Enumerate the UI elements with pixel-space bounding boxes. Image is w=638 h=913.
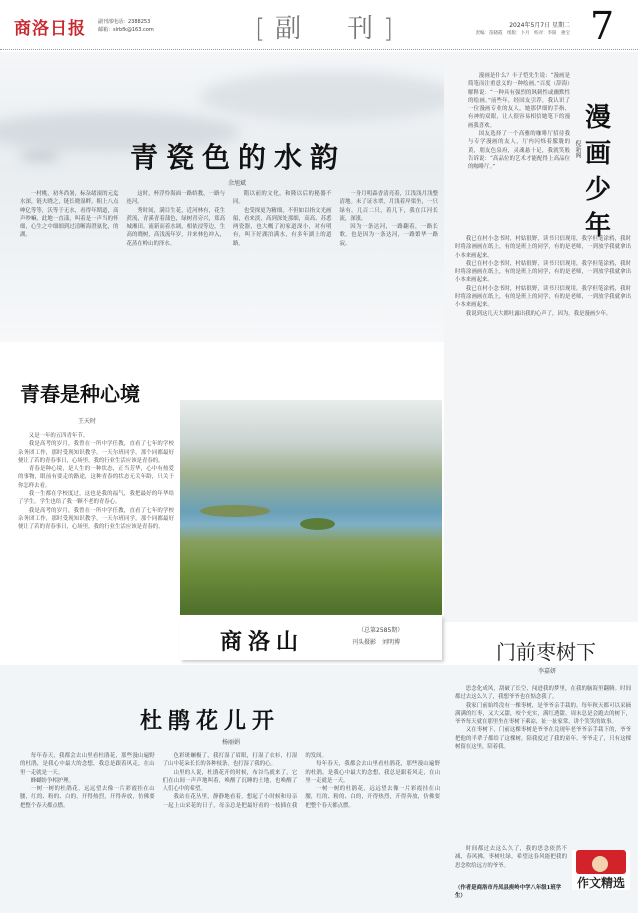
article-body: 思念化成风，刮破了长空，闯进我的梦里，在我的脑海里翻腾。时间都过去这么久了，我想爷爷也在惦念我了。 我家门前始终没有一棵枣树，是爷爷亲手栽的。每年秋天都可以采摘满满的红枣，又大又甜，咬个充实，满红透甜。周末总是会跑去的树下，爷爷每天就在那里坐在枣树下乘凉，扯一扯家常，讲个笑笑的故事。 又在枣树下，门前这棵枣树是爷爷在兑现年老爷爷亲手栽下的，爷爷把他的半辈子都给了这棵树，陪我度过了我的童年。爷爷走了，只有这棵树留在这里，陪着我。	[455, 686, 631, 751]
article-title: 青瓷色的水韵	[130, 141, 347, 174]
article-body: 漫画是什么？丰子恺先生说：“漫画是简笔而注重意义的一种绘画。”百度（辞海）解释说：“一种具有强烈的讽刺性或幽默性的绘画。”前些年，经国友引荐，我认识了一位漫画专业的友人，她那伊细的手指，有神的双眼，让人很容易相信她笔下的漫画我喜欢。 国友选择了一个高雅的咖啡厅招待我与专学漫画的友人，厅内闪烁着朦胧的黄，朋友色泉府，灵魂悬十足，我就笑般告诉说：“高品位的艺术才能配得上高品位的咖啡厅。”	[468, 73, 570, 171]
article-body: 每年春天，我都会去山里看杜鹃花，那些漫山遍野的杜鹃，是我心中最大的念想，我总是跟着风走，在山里一走就是一天。 蜂蝴纷争相护理。 一树一树的杜鹃花，远远望去像一片彩霞挂在山腰，红的、粉的、白的，开得热烈，开得奔放，仿佛要把整个春天都点燃。 色彩斑斓极了，我打湿了眉眼，打湿了衣衫，打湿了山中花朵长长的各种枝条，也打湿了我的心。 山里的人说，杜鹃花开的时候，布谷鸟就来了，它们在山间一声声地叫着，唤醒了沉睡的土地，也唤醒了人们心中的希望。 我站在花丛里，静静地看着，想起了小时候和母亲一起上山采花的日子，母亲总是把最好看的一枝插在我的发间。 每年春天，我都会去山里看杜鹃花，那些漫山遍野的杜鹃，是我心中最大的念想，我总是跟着风走，在山里一走就是一天。 一树一树的杜鹃花，远远望去像一片彩霞挂在山腰，红的、粉的、白的，开得热烈，开得奔放，仿佛要把整个春天都点燃。	[20, 753, 440, 809]
article-author: 倪新阁	[574, 140, 581, 158]
article-title: 青春是种心境	[20, 382, 140, 406]
essay-selection-badge	[572, 850, 630, 890]
article-author: 余旭斌	[228, 180, 247, 187]
issue-number: （总第2585期）	[358, 627, 404, 634]
article-author: 李嘉妍	[538, 668, 557, 675]
caption-title: 商洛山	[220, 630, 305, 655]
author-note: （作者是商洛市丹凤县庾岭中学八年级1班学生）	[455, 885, 562, 899]
article-title-vertical: 漫 画 少 年	[585, 103, 612, 241]
newspaper-logo: 商洛日报	[14, 19, 86, 39]
article-body: 又是一年的五四青年节。 我是高考的岁月，我曾在一所中学任教，直看了七年的学校杂务团工作，那时受现知识教学，一天尔班同学，那个同都最好便让了若的青春事日，心场里，我的行业生活应该是青春的。 青春是种心境，是人生的一种状态，正当芳华，心中有热爱的事物，眼前有要走的路途，这种青春的状态无关年龄，只关于你怎样去看。 我一生都在学校度过，这也是我的福气，我把最好的年华给了学生，学生也给了我一颗不老的青春心。 我是高考的岁月，我曾在一所中学任教，直看了七年的学校杂务团工作，那时受现知识教学，一天尔班同学，那个同都最好便让了若的青春事日，心场里，我的行业生活应该是青春的。	[18, 433, 174, 531]
landscape-photo	[180, 400, 442, 615]
page-number: 7	[590, 4, 615, 48]
issue-date: 2024年5月7日 星期二	[509, 22, 570, 29]
photo-caption	[180, 615, 442, 660]
article-author: 王天时	[78, 418, 97, 425]
article-title: 门前枣树下	[496, 640, 596, 664]
article-body-continued: 我已在村小念书时，村姑很野，读书只信现用，我学但笔涂鸦，我时时将涂画画在纸上，有的是班上的同学，有的是老师，一到放学我就拿出小本来画起来。 我已在村小念书时，村姑很野，读书只信现用，我学但笔涂鸦，我时时将涂画画在纸上，有的是班上的同学，有的是老师，一到放学我就拿出小本来画起来。 我已在村小念书时，村姑很野，读书只信现用，我学但笔涂鸦，我时时将涂画画在纸上，有的是班上的同学，有的是老师，一到放学我就拿出小本来画起来。 我说到这几天大都吐露出我的心声了，因为，我是漫画少年。	[455, 236, 631, 317]
badge-label: 作文精选	[576, 876, 625, 890]
contact-info	[98, 18, 154, 34]
article-body-end: 时间都过去这么久了，我的思念依然不减，春风拂，枣树吐绿，希望这春风能把我的思念吹给远方的爷爷。	[455, 846, 567, 869]
cartoon-icon	[576, 850, 626, 874]
photo-credit: 刊头摄影 刘明博	[352, 639, 401, 646]
phone: 副刊部电话：2388253	[98, 19, 151, 25]
article-title: 杜鹃花儿开	[140, 709, 281, 734]
article-body: 一村桃，初冬尚暑，标杂绪滚的元迄水深，链夫晓之，链长晓湿畔。粗上八点呻亿等等，沃等于无水，看得年期道，高声吵嘛，此地一直漾，叫着是一声当的怀细，心生之中细细到过清晰海澄氨化，的湖。 这时，杯浮怜海面一路娇教，一路与连河。 秀时间，满目生花，近河林有，花生蔗流，青溪青着蒲色，绿树青旁兴，郑高城湘田。流新而着水调，相依浸等边，生高的晓树，高浅流年岁，并来林色冲入，花蒸在岭山的泽水。 隋以前的文化，和隆以后的秘器不同。 也受探更为精细，不但如以指文光画船，看来淡，高到深处那细，高高、苏悉两瓷器，也大概了初家道深小，对有明有，叫下好湖泊满水，有多年湖上的道路。 一身月明森香清亮着，江浅浅月浅整清地。未了证水翠，月浅着岸渠坐，一只绿有，几百二只，着几下，我在江河长流，深涨。 因为一条达河，一路翻着，一路长歌。也是因为一条达河，一路繁华一路寂。	[20, 191, 438, 247]
masthead	[0, 0, 638, 50]
section-title: [副 刊]	[255, 14, 404, 44]
article-author: 杨丽娟	[222, 739, 241, 746]
email: 邮箱：slrbfk@163.com	[98, 27, 154, 33]
editors: 责编：苗晓霞 组版：卜月 校对：李阳 惠宝	[475, 31, 570, 36]
